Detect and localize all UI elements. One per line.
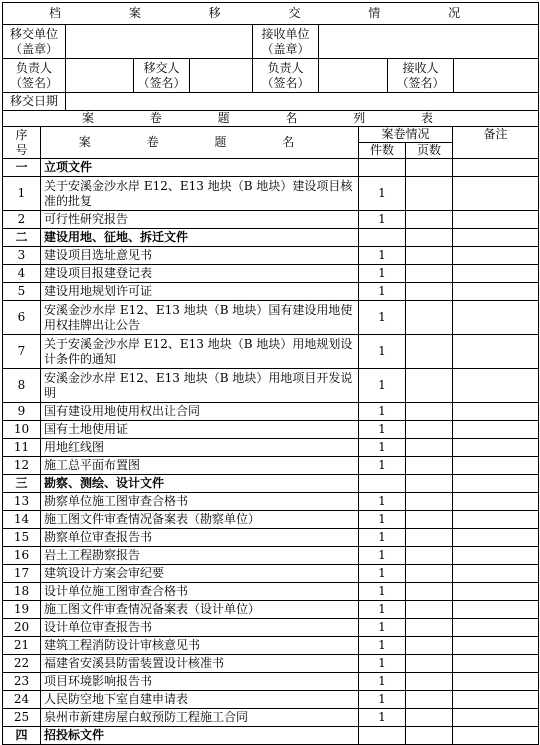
- row-seq: 10: [3, 421, 41, 439]
- row-title: 关于安溪金沙水岸 E12、E13 地块（B 地块）建设项目核准的批复: [41, 177, 359, 211]
- table-row: [3, 511, 539, 529]
- row-title: 建筑设计方案会审纪要: [41, 565, 359, 583]
- responsible2-value: [319, 59, 388, 93]
- row-pieces: 1: [359, 177, 406, 211]
- col-pieces-header: 件数: [359, 143, 406, 159]
- row-pages: [406, 529, 453, 547]
- row-title: 项目环境影响报告书: [41, 673, 359, 691]
- row-seq: 7: [3, 335, 41, 369]
- row-pieces: 1: [359, 583, 406, 601]
- row-note: [453, 457, 539, 475]
- table-row: [3, 709, 539, 727]
- row-note: [453, 439, 539, 457]
- receive-unit-value: [319, 25, 539, 59]
- row-title: 人民防空地下室自建申请表: [41, 691, 359, 709]
- row-note: [453, 493, 539, 511]
- transfer-title: 档 案 移 交 情 况: [3, 3, 539, 25]
- row-seq: 20: [3, 619, 41, 637]
- row-seq: 12: [3, 457, 41, 475]
- row-pages: [406, 673, 453, 691]
- row-note: [453, 369, 539, 403]
- row-note: [453, 637, 539, 655]
- row-seq: 5: [3, 283, 41, 301]
- table-row: [3, 565, 539, 583]
- row-note: [453, 583, 539, 601]
- row-note: [453, 403, 539, 421]
- row-pieces: 1: [359, 301, 406, 335]
- row-pages: [406, 691, 453, 709]
- row-pieces: [359, 475, 406, 493]
- row-pages: [406, 637, 453, 655]
- row-pages: [406, 247, 453, 265]
- row-pieces: 1: [359, 655, 406, 673]
- row-note: [453, 421, 539, 439]
- row-note: [453, 265, 539, 283]
- row-title: 安溪金沙水岸 E12、E13 地块（B 地块）国有建设用地使用权挂牌出让公告: [41, 301, 359, 335]
- row-pages: [406, 403, 453, 421]
- row-seq: 二: [3, 229, 41, 247]
- row-pieces: 1: [359, 265, 406, 283]
- row-title: 用地红线图: [41, 439, 359, 457]
- section-row: [3, 475, 539, 493]
- table-row: [3, 457, 539, 475]
- row-pieces: 1: [359, 369, 406, 403]
- row-seq: 1: [3, 177, 41, 211]
- table-row: [3, 493, 539, 511]
- row-note: [453, 673, 539, 691]
- row-title: 勘察、测绘、设计文件: [41, 475, 359, 493]
- row-note: [453, 655, 539, 673]
- row-title: 泉州市新建房屋白蚁预防工程施工合同: [41, 709, 359, 727]
- row-pages: [406, 493, 453, 511]
- row-seq: 9: [3, 403, 41, 421]
- row-title: 可行性研究报告: [41, 211, 359, 229]
- row-seq: 16: [3, 547, 41, 565]
- row-pages: [406, 283, 453, 301]
- row-pieces: 1: [359, 421, 406, 439]
- table-row: [3, 247, 539, 265]
- table-row: [3, 335, 539, 369]
- row-pieces: [359, 159, 406, 177]
- row-title: 设计单位施工图审查合格书: [41, 583, 359, 601]
- row-pieces: 1: [359, 601, 406, 619]
- transfer-unit-value: [66, 25, 253, 59]
- table-row: [3, 691, 539, 709]
- row-note: [453, 247, 539, 265]
- row-note: [453, 211, 539, 229]
- row-title: 施工图文件审查情况备案表（设计单位）: [41, 601, 359, 619]
- table-row: [3, 547, 539, 565]
- row-pages: [406, 421, 453, 439]
- section-row: [3, 159, 539, 177]
- row-title: 施工总平面布置图: [41, 457, 359, 475]
- row-pieces: [359, 727, 406, 745]
- row-title: 立项文件: [41, 159, 359, 177]
- responsible1-value: [66, 59, 134, 93]
- row-pieces: 1: [359, 283, 406, 301]
- row-seq: 一: [3, 159, 41, 177]
- row-note: [453, 619, 539, 637]
- table-row: [3, 529, 539, 547]
- table-row: [3, 673, 539, 691]
- row-title: 建设用地规划许可证: [41, 283, 359, 301]
- row-pieces: 1: [359, 511, 406, 529]
- row-pieces: 1: [359, 247, 406, 265]
- row-seq: 8: [3, 369, 41, 403]
- row-pieces: 1: [359, 457, 406, 475]
- date-label: 移交日期: [3, 93, 66, 111]
- col-seq-header: 序 号: [3, 127, 41, 159]
- row-note: [453, 475, 539, 493]
- row-pages: [406, 439, 453, 457]
- row-seq: 17: [3, 565, 41, 583]
- table-row: [3, 637, 539, 655]
- table-row: [3, 655, 539, 673]
- table-row: [3, 439, 539, 457]
- row-note: [453, 177, 539, 211]
- row-title: 岩土工程勘察报告: [41, 547, 359, 565]
- table-row: [3, 283, 539, 301]
- transferrer-value: [190, 59, 253, 93]
- section-row: [3, 727, 539, 745]
- row-title: 国有土地使用证: [41, 421, 359, 439]
- row-title: 施工图文件审查情况备案表（勘察单位）: [41, 511, 359, 529]
- row-pages: [406, 457, 453, 475]
- row-pieces: 1: [359, 619, 406, 637]
- row-title: 建设项目报建登记表: [41, 265, 359, 283]
- row-note: [453, 283, 539, 301]
- row-pages: [406, 583, 453, 601]
- row-title: 福建省安溪县防雷装置设计核准书: [41, 655, 359, 673]
- row-seq: 3: [3, 247, 41, 265]
- receiver-label: 接收人 （签名）: [388, 59, 454, 93]
- row-pages: [406, 301, 453, 335]
- table-row: [3, 619, 539, 637]
- row-pages: [406, 159, 453, 177]
- row-note: [453, 547, 539, 565]
- row-pieces: 1: [359, 637, 406, 655]
- row-seq: 19: [3, 601, 41, 619]
- row-pages: [406, 229, 453, 247]
- row-note: [453, 229, 539, 247]
- table-row: [3, 177, 539, 211]
- row-pieces: 1: [359, 565, 406, 583]
- transfer-table: [2, 2, 539, 111]
- col-pages-header: 页数: [406, 143, 453, 159]
- row-pieces: 1: [359, 691, 406, 709]
- row-pages: [406, 547, 453, 565]
- row-seq: 14: [3, 511, 41, 529]
- row-note: [453, 511, 539, 529]
- row-title: 安溪金沙水岸 E12、E13 地块（B 地块）用地项目开发说明: [41, 369, 359, 403]
- row-pages: [406, 619, 453, 637]
- row-pages: [406, 211, 453, 229]
- transfer-unit-label: 移交单位 （盖章）: [3, 25, 66, 59]
- row-title: 勘察单位审查报告书: [41, 529, 359, 547]
- col-title-header: 案 卷 题 名: [41, 127, 359, 159]
- row-seq: 23: [3, 673, 41, 691]
- row-title: 建筑工程消防设计审核意见书: [41, 637, 359, 655]
- row-note: [453, 709, 539, 727]
- row-pages: [406, 177, 453, 211]
- row-seq: 24: [3, 691, 41, 709]
- row-pages: [406, 727, 453, 745]
- table-row: [3, 403, 539, 421]
- table-row: [3, 265, 539, 283]
- col-note-header: 备注: [453, 127, 539, 159]
- table-row: [3, 369, 539, 403]
- row-pages: [406, 601, 453, 619]
- row-seq: 21: [3, 637, 41, 655]
- table-row: [3, 301, 539, 335]
- row-pages: [406, 565, 453, 583]
- row-pages: [406, 265, 453, 283]
- responsible1-label: 负责人 （签名）: [3, 59, 66, 93]
- row-pieces: 1: [359, 709, 406, 727]
- row-title: 设计单位审查报告书: [41, 619, 359, 637]
- date-value: [66, 93, 539, 111]
- row-title: 关于安溪金沙水岸 E12、E13 地块（B 地块）用地规划设计条件的通知: [41, 335, 359, 369]
- row-note: [453, 159, 539, 177]
- row-note: [453, 727, 539, 745]
- row-title: 勘察单位施工图审查合格书: [41, 493, 359, 511]
- row-seq: 四: [3, 727, 41, 745]
- row-pages: [406, 335, 453, 369]
- table-row: [3, 601, 539, 619]
- table-row: [3, 421, 539, 439]
- row-seq: 6: [3, 301, 41, 335]
- archive-transfer-form: [2, 2, 538, 745]
- row-note: [453, 335, 539, 369]
- row-seq: 18: [3, 583, 41, 601]
- row-pages: [406, 369, 453, 403]
- section-row: [3, 229, 539, 247]
- row-note: [453, 301, 539, 335]
- col-status-header: 案卷情况: [359, 127, 453, 143]
- row-note: [453, 601, 539, 619]
- table-row: [3, 211, 539, 229]
- table-row: [3, 583, 539, 601]
- row-pages: [406, 709, 453, 727]
- row-pieces: 1: [359, 211, 406, 229]
- row-seq: 2: [3, 211, 41, 229]
- row-seq: 三: [3, 475, 41, 493]
- row-pages: [406, 475, 453, 493]
- row-seq: 22: [3, 655, 41, 673]
- row-title: 建设项目选址意见书: [41, 247, 359, 265]
- row-note: [453, 529, 539, 547]
- case-list-table: [2, 111, 539, 745]
- row-pages: [406, 655, 453, 673]
- row-pieces: [359, 229, 406, 247]
- row-note: [453, 565, 539, 583]
- case-list-body: [3, 159, 539, 745]
- row-seq: 13: [3, 493, 41, 511]
- row-pieces: 1: [359, 439, 406, 457]
- row-title: 招投标文件: [41, 727, 359, 745]
- row-pieces: 1: [359, 529, 406, 547]
- receive-unit-label: 接收单位 （盖章）: [253, 25, 319, 59]
- row-pieces: 1: [359, 403, 406, 421]
- row-pieces: 1: [359, 335, 406, 369]
- row-pieces: 1: [359, 493, 406, 511]
- row-title: 建设用地、征地、拆迁文件: [41, 229, 359, 247]
- row-pages: [406, 511, 453, 529]
- row-seq: 25: [3, 709, 41, 727]
- transferrer-label: 移交人 （签名）: [134, 59, 190, 93]
- list-title: 案 卷 题 名 列 表: [3, 111, 539, 127]
- row-title: 国有建设用地使用权出让合同: [41, 403, 359, 421]
- responsible2-label: 负责人 （签名）: [253, 59, 319, 93]
- row-seq: 11: [3, 439, 41, 457]
- row-note: [453, 691, 539, 709]
- receiver-value: [454, 59, 539, 93]
- row-pieces: 1: [359, 547, 406, 565]
- row-pieces: 1: [359, 673, 406, 691]
- row-seq: 4: [3, 265, 41, 283]
- row-seq: 15: [3, 529, 41, 547]
